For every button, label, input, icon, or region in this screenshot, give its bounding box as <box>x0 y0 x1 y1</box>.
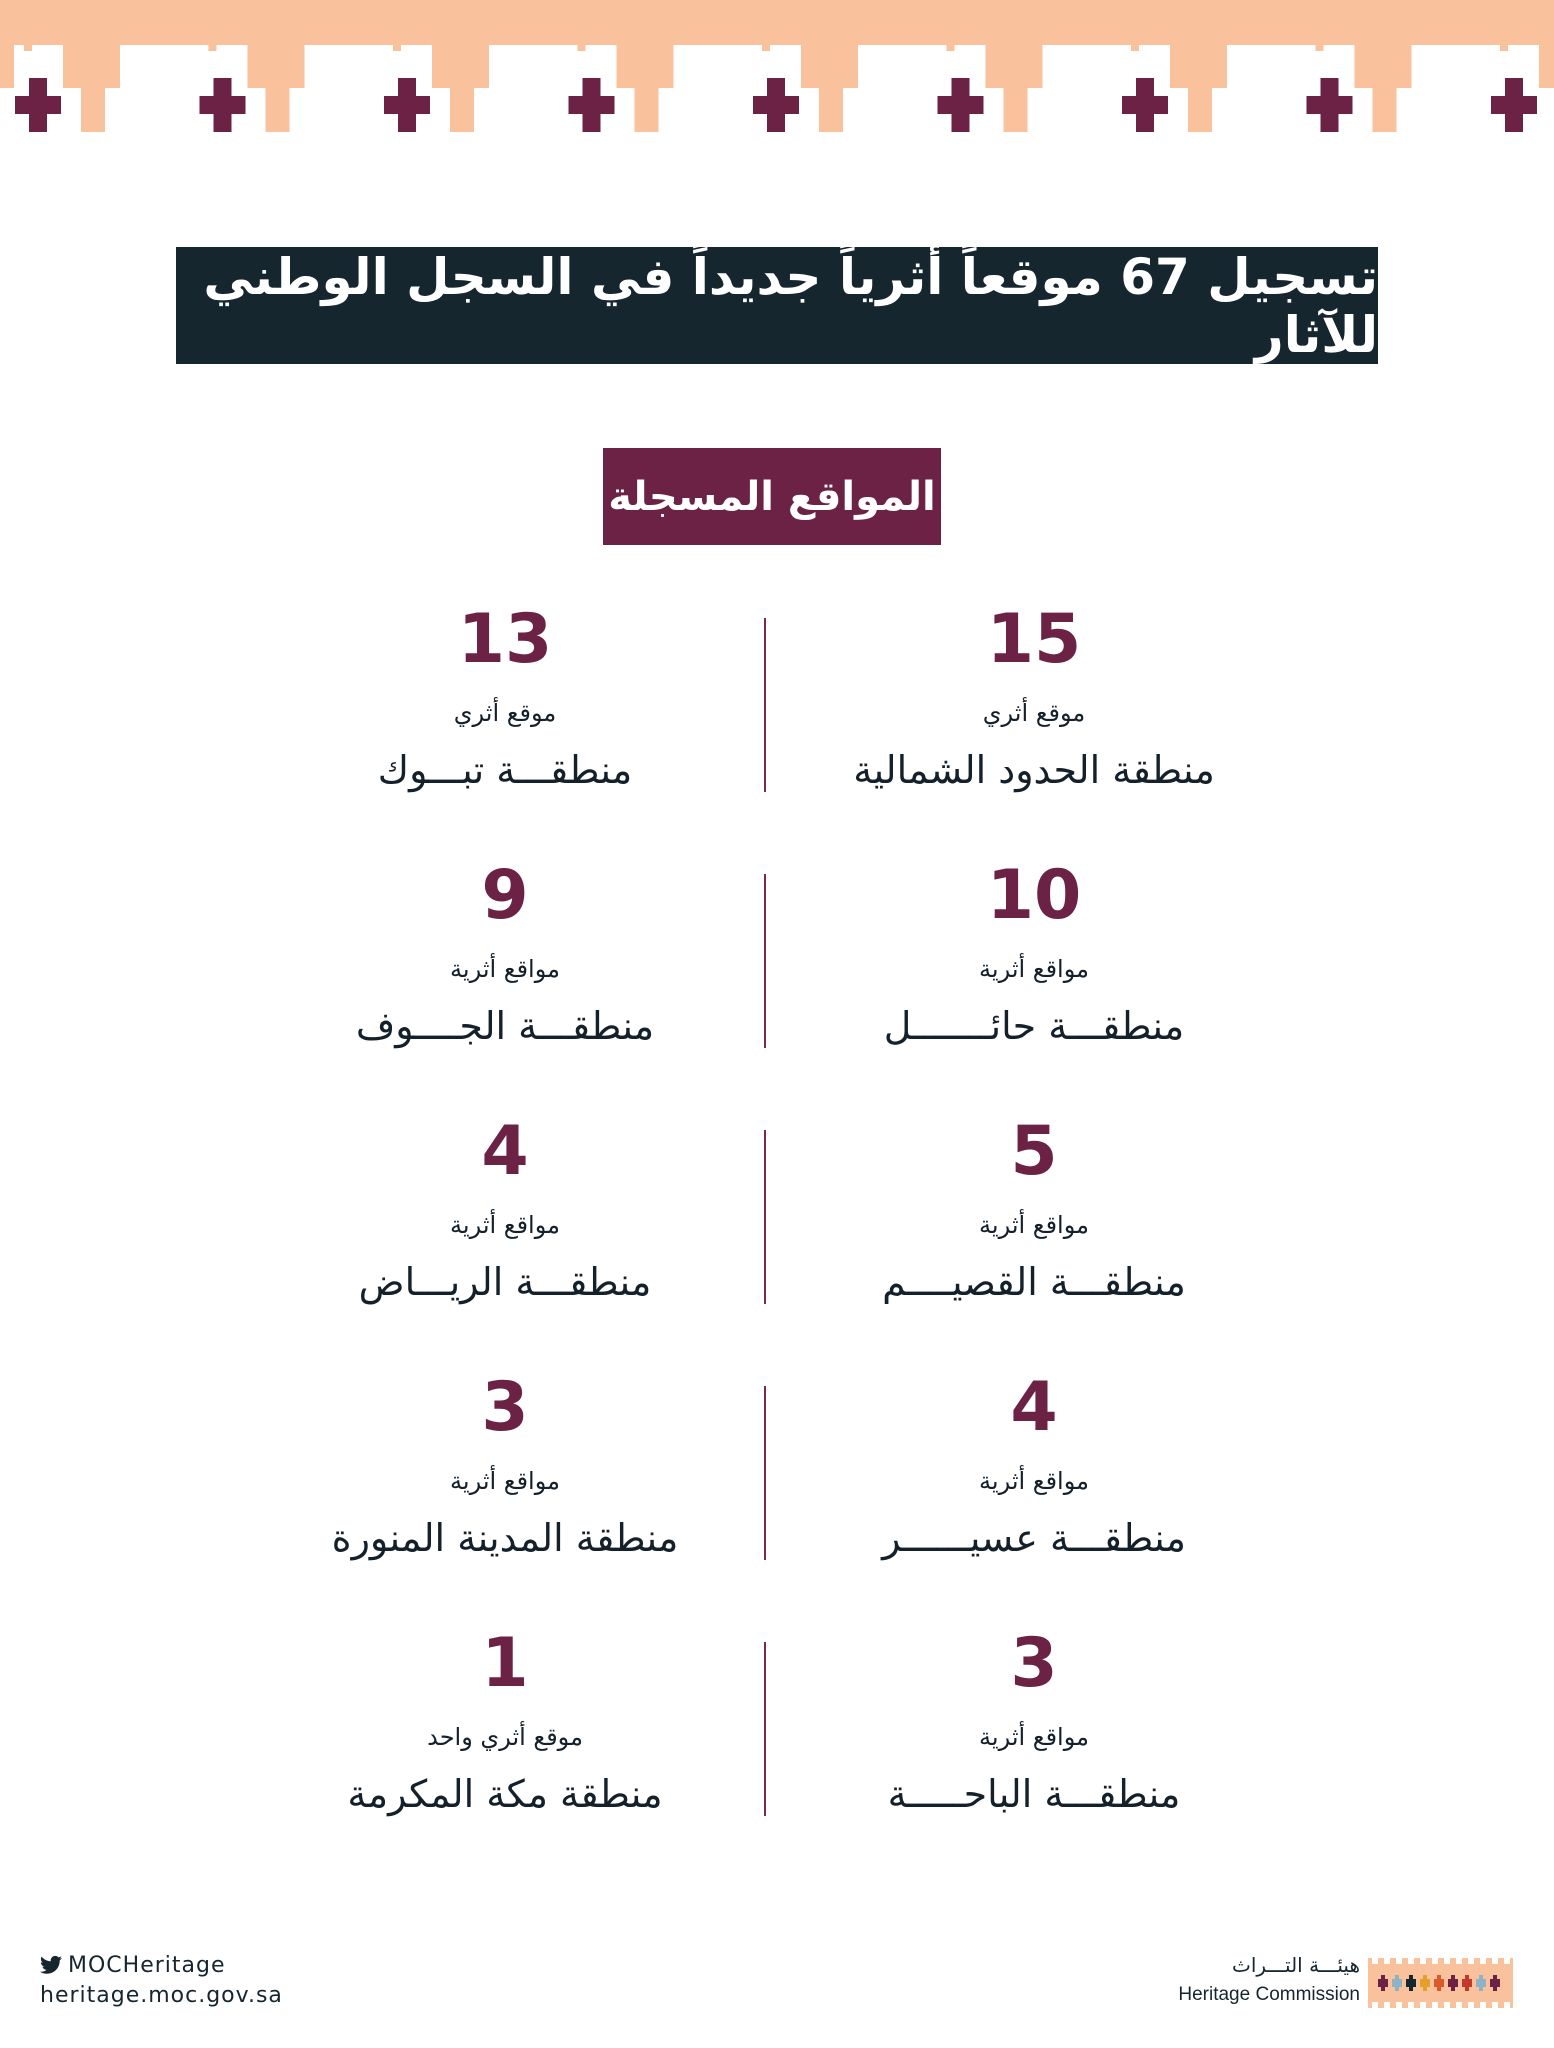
site-unit: مواقع أثرية <box>979 955 1089 983</box>
site-unit: موقع أثري <box>453 699 557 727</box>
site-unit: مواقع أثرية <box>450 1211 560 1239</box>
logo-text <box>1160 1950 1360 2010</box>
column-divider <box>764 1130 766 1304</box>
twitter-handle-line[interactable] <box>40 1950 360 1980</box>
page-title-banner <box>176 247 1378 364</box>
region-cell <box>784 856 1284 1096</box>
region-name: منطقة الحدود الشمالية <box>853 748 1215 792</box>
logo-english-name: Heritage Commission <box>1178 1984 1360 2005</box>
social-footer <box>40 1950 360 2012</box>
region-row <box>0 1624 1554 1880</box>
site-unit: موقع أثري <box>982 699 1086 727</box>
column-divider <box>764 874 766 1048</box>
region-row <box>0 1112 1554 1368</box>
site-unit: مواقع أثرية <box>979 1211 1089 1239</box>
column-divider <box>764 1642 766 1816</box>
column-divider <box>764 1386 766 1560</box>
site-count: 1 <box>481 1624 529 1703</box>
twitter-bird-icon <box>40 1955 62 1975</box>
region-cell <box>255 600 755 840</box>
column-divider <box>764 618 766 792</box>
heritage-commission-logo <box>1150 1950 1520 2020</box>
site-count: 4 <box>481 1112 529 1191</box>
site-count: 3 <box>1010 1624 1058 1703</box>
region-name: منطقـــة الجــــوف <box>355 1004 655 1048</box>
region-cell <box>784 600 1284 840</box>
region-cell <box>784 1112 1284 1352</box>
site-count: 5 <box>1010 1112 1058 1191</box>
region-row <box>0 856 1554 1112</box>
section-subtitle-banner <box>603 448 941 545</box>
site-count: 9 <box>481 856 529 935</box>
region-name: منطقـــة الريـــاض <box>358 1260 652 1304</box>
site-count: 13 <box>457 600 553 679</box>
site-unit: مواقع أثرية <box>979 1723 1089 1751</box>
page-title: تسجيل 67 موقعاً أثرياً جديداً في السجل الوطني للآثار <box>203 247 1378 364</box>
website-link[interactable]: heritage.moc.gov.sa <box>40 1983 283 2008</box>
top-decorative-pattern <box>0 0 1554 150</box>
region-cell <box>255 856 755 1096</box>
region-cell <box>255 1112 755 1352</box>
region-name: منطقة المدينة المنورة <box>331 1516 679 1560</box>
region-row <box>0 600 1554 856</box>
site-count: 4 <box>1010 1368 1058 1447</box>
region-cell <box>784 1624 1284 1864</box>
region-name: منطقـــة حائـــــــل <box>883 1004 1185 1048</box>
region-cell <box>255 1624 755 1864</box>
heritage-pattern-logo-icon <box>1368 1958 1513 2008</box>
site-count: 3 <box>481 1368 529 1447</box>
region-name: منطقـــة عسيــــــر <box>882 1516 1186 1560</box>
site-unit: موقع أثري واحد <box>427 1723 583 1751</box>
site-count: 15 <box>986 600 1082 679</box>
region-name: منطقة مكة المكرمة <box>347 1772 663 1816</box>
regions-grid <box>0 600 1554 1880</box>
region-row <box>0 1368 1554 1624</box>
section-subtitle: المواقع المسجلة <box>608 473 936 520</box>
twitter-handle: MOCHeritage <box>68 1952 226 1978</box>
site-count: 10 <box>986 856 1082 935</box>
site-unit: مواقع أثرية <box>450 1467 560 1495</box>
region-cell <box>784 1368 1284 1608</box>
region-cell <box>255 1368 755 1608</box>
region-name: منطقـــة تبـــوك <box>377 748 633 792</box>
logo-arabic-name: هيئـــة التـــراث <box>1232 1953 1360 1977</box>
region-name: منطقـــة القصيــــم <box>882 1260 1186 1304</box>
site-unit: مواقع أثرية <box>979 1467 1089 1495</box>
region-name: منطقـــة الباحـــــة <box>887 1772 1181 1816</box>
site-unit: مواقع أثرية <box>450 955 560 983</box>
